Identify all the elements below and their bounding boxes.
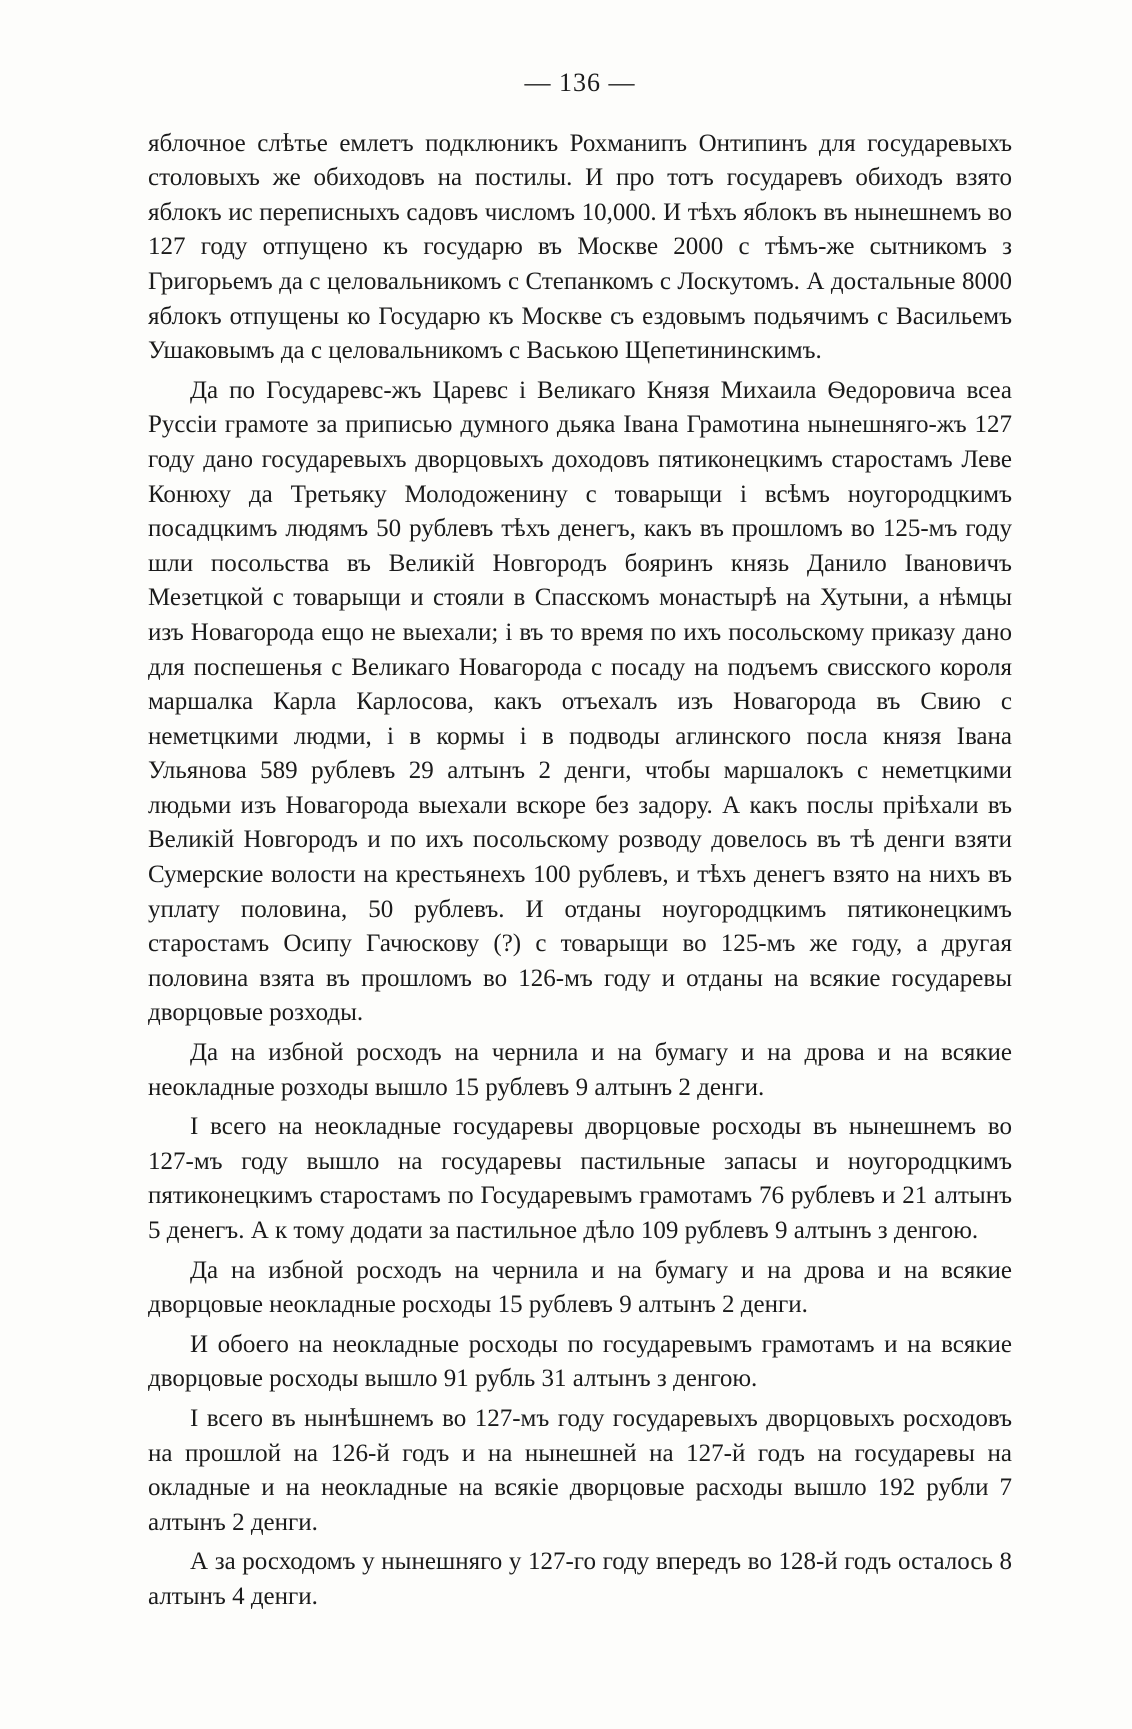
paragraph-5: Да на избной росходъ на чернила и на бумагу и на дрова и на всякие дворцовые неокладные росходы 15 рублевъ 9 алтынъ 2 денги.	[148, 1256, 1012, 1319]
paragraph-6: И обоего на неокладные росходы по государевымъ грамотамъ и на всякие дворцовые росходы вышло 91 рубль 31 алтынъ з денгою.	[148, 1330, 1012, 1393]
paragraph-1: яблочное слѣтье емлетъ подклюникъ Рохманипъ Онтипинъ для государевыхъ столовыхъ же обиходовъ на постилы. И про тотъ государевъ обиходъ взято яблокъ ис переписныхъ садовъ числомъ 10,000. И тѣхъ яблокъ въ нынешнемъ во 127 году отпущено къ государю въ Москве 2000 с тѣмъ-же сытникомъ з Григорьемъ да с целовальникомъ с Степанкомъ с Лоскутомъ. А достальные 8000 яблокъ отпущены ко Государю къ Москве съ ездовымъ подьячимъ с Васильемъ Ушаковымъ да с целовальникомъ с Ваською Щепетининскимъ.	[148, 129, 1012, 365]
paragraph-2: Да по Государевс-жъ Царевс і Великаго Князя Михаила Ѳедоровича всеа Руссіи грамоте за приписью думного дьяка Івана Грамотина нынешняго-жъ 127 году дано государевыхъ дворцовыхъ доходовъ пятиконецкимъ старостамъ Леве Конюху да Третьяку Молодоженину с товарыщи і всѣмъ ноугородцкимъ посадцкимъ людямъ 50 рублевъ тѣхъ денегъ, какъ въ прошломъ во 125-мъ году шли посольства въ Великій Новгородъ бояринъ князь Данило Івановичъ Мезетцкой с товарыщи и стояли в Спасскомъ монастырѣ на Хутыни, а нѣмцы изъ Новагорода ещо не выехали; і въ то время по ихъ посольскому приказу дано для поспешенья с Великаго Новагорода с посаду на подъемъ свисского короля маршалка Карла Карлосова, какъ отъехалъ изъ Новагорода въ Свию с неметцкими людми, і в кормы і в подводы аглинского посла князя Івана Ульянова 589 рублевъ 29 алтынъ 2 денги, чтобы маршалокъ с неметцкими людьми изъ Новагорода выехали вскоре без задору. А какъ послы пріѣхали въ Великій Новгородъ и по ихъ посольскому розводу довелось въ тѣ денги взяти Сумерские волости на крестьянехъ 100 рублевъ, и тѣхъ денегъ взято на нихъ въ уплату половина, 50 рублевъ. И отданы ноугородцкимъ пятиконецкимъ старостамъ Осипу Гачюскову (?) с товарыщи во 125-мъ же году, а другая половина взята въ прошломъ во 126-мъ году и отданы на всякие государевы дворцовые розходы.	[148, 376, 1012, 1027]
paragraph-3: Да на избной росходъ на чернила и на бумагу и на дрова и на всякие неокладные розходы вышло 15 рублевъ 9 алтынъ 2 денги.	[148, 1039, 1012, 1101]
page-number: — 136 —	[524, 68, 636, 97]
paragraph-8: А за росходомъ у нынешняго у 127-го году впередъ во 128-й годъ осталось 8 алтынъ 4 денги.	[148, 1548, 1012, 1610]
paragraph-4: І всего на неокладные государевы дворцовые росходы въ нынешнемъ во 127-мъ году вышло на государевы пастильные запасы и ноугородцкимъ пятиконецкимъ старостамъ по Государевымъ грамотамъ 76 рублевъ и 21 алтынъ 5 денегъ. А к тому додати за пастильное дѣло 109 рублевъ 9 алтынъ з денгою.	[148, 1113, 1012, 1244]
document-page	[148, 66, 1012, 1620]
paragraph-7: І всего въ нынѣшнемъ во 127-мъ году государевыхъ дворцовыхъ росходовъ на прошлой на 126-й годъ и на нынешней на 127-й годъ на государевы на окладные и на неокладные на всякіе дворцовые расходы вышло 192 рубли 7 алтынъ 2 денги.	[148, 1404, 1012, 1536]
